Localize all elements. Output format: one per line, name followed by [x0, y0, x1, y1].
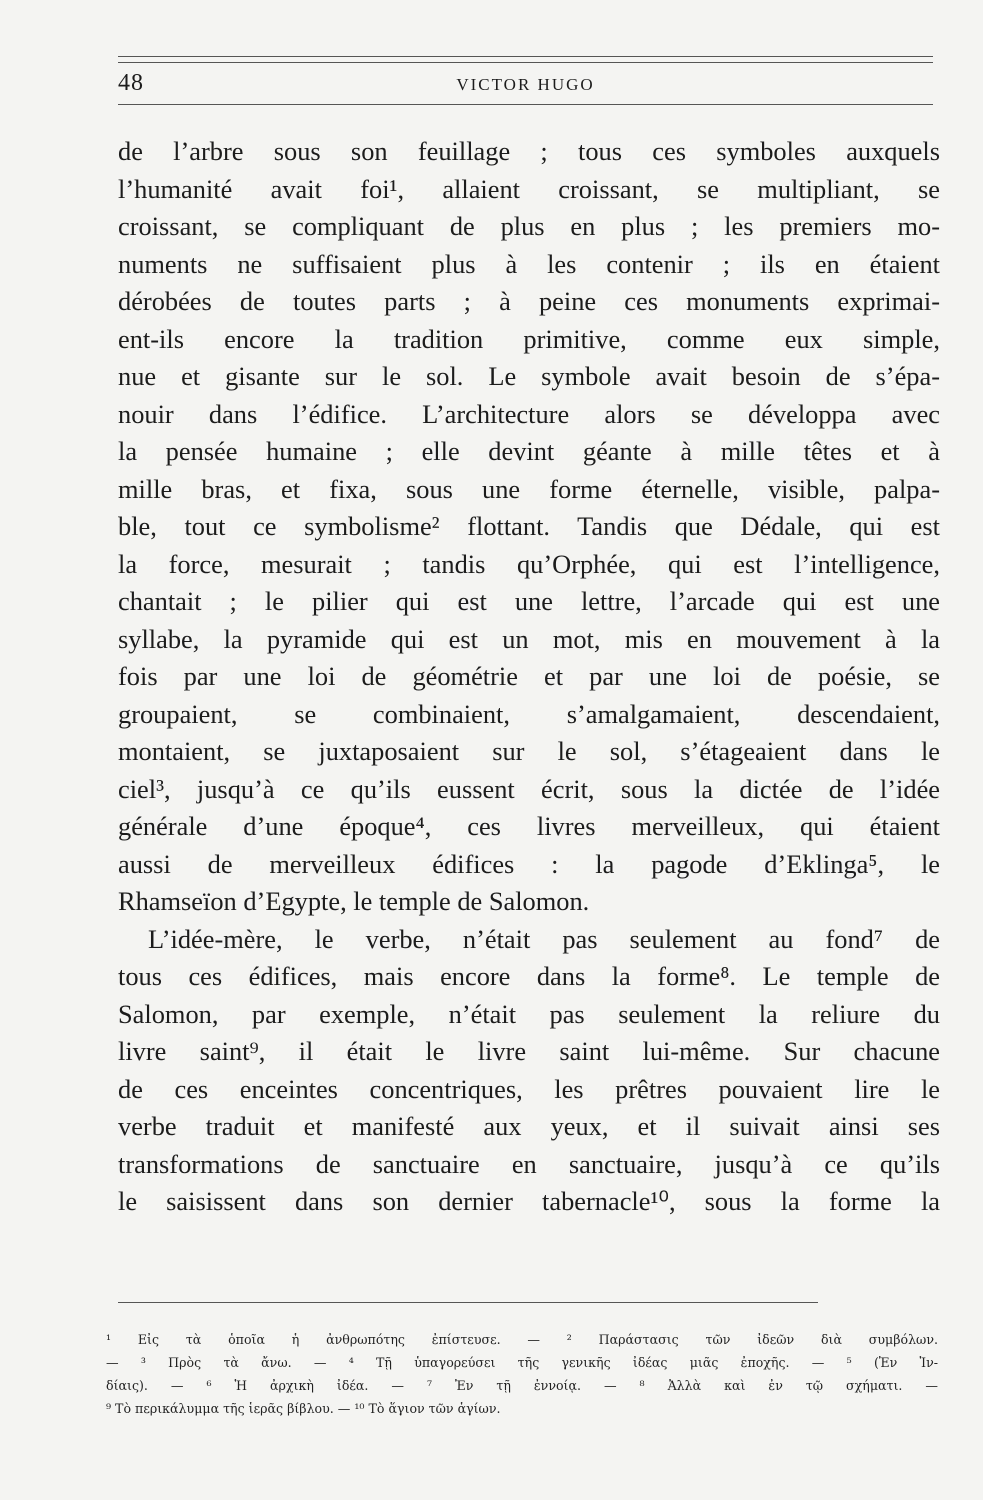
text-line: syllabe, la pyramide qui est un mot, mis en mouvement à la	[118, 623, 940, 654]
text-line: numents ne suffisaient plus à les contenir ; ils en étaient	[118, 248, 940, 279]
text-line: Salomon, par exemple, n’était pas seulement la reliure du	[118, 998, 940, 1029]
footnote-line: δίαις). — ⁶ Ἡ ἀρχικὴ ἰδέα. — ⁷ Ἐν τῇ ἐννοίᾳ. — ⁸ Ἀλλὰ καὶ ἐν τῷ σχήματι. —	[106, 1378, 938, 1393]
paragraph-end-line: Rhamseïon d’Egypte, le temple de Salomon.	[118, 886, 590, 916]
text-line: la pensée humaine ; elle devint géante à mille têtes et à	[118, 436, 940, 466]
header-rule-bottom	[118, 104, 933, 105]
text-line: ciel³, jusqu’à ce qu’ils eussent écrit, sous la dictée de l’idée	[118, 773, 940, 804]
text-line: tous ces édifices, mais encore dans la forme⁸. Le temple de	[118, 961, 940, 991]
text-line: groupaient, se combinaient, s’amalgamaient, descendaient,	[118, 698, 940, 729]
footnote-line: ⁹ Τὸ περικάλυμμα τῆς ἱερᾶς βίβλου. — ¹⁰ Τὸ ἅγιον τῶν ἁγίων.	[106, 1401, 501, 1416]
footnote-rule	[118, 1302, 818, 1303]
text-line: le saisissent dans son dernier tabernacle¹⁰, sous la forme la	[118, 1186, 940, 1216]
text-line: l’humanité avait foi¹, allaient croissant, se multipliant, se	[118, 173, 940, 204]
text-line: transformations de sanctuaire en sanctuaire, jusqu’à ce qu’ils	[118, 1148, 940, 1179]
footnote-line: ¹ Εἰς τὰ ὁποῖα ἡ ἀνθρωπότης ἐπίστευσε. — ² Παράστασις τῶν ἰδεῶν διὰ συμβόλων.	[106, 1332, 938, 1347]
footnotes	[106, 1328, 938, 1420]
paragraph-start-line: L’idée-mère, le verbe, n’était pas seulement au fond⁷ de	[148, 923, 940, 954]
text-line: dérobées de toutes parts ; à peine ces monuments exprimai-	[118, 286, 940, 316]
text-line: la force, mesurait ; tandis qu’Orphée, qui est l’intelligence,	[118, 548, 940, 579]
text-line: verbe traduit et manifesté aux yeux, et il suivait ainsi ses	[118, 1111, 940, 1141]
page-header	[118, 66, 933, 102]
text-line: croissant, se compliquant de plus en plus ; les premiers mo-	[118, 211, 940, 241]
text-line: fois par une loi de géométrie et par une loi de poésie, se	[118, 661, 940, 691]
text-line: ent-ils encore la tradition primitive, comme eux simple,	[118, 323, 940, 354]
header-rule-top	[118, 56, 933, 57]
text-line: livre saint⁹, il était le livre saint lui-même. Sur chacune	[118, 1036, 940, 1066]
text-line: générale d’une époque⁴, ces livres merveilleux, qui étaient	[118, 811, 940, 841]
footnote-line: — ³ Πρὸς τὰ ἄνω. — ⁴ Τῇ ὑπαγορεύσει τῆς γενικῆς ἰδέας μιᾶς ἐποχῆς. — ⁵ (Ἐν Ἰν-	[106, 1355, 938, 1370]
text-line: nue et gisante sur le sol. Le symbole avait besoin de s’épa-	[118, 361, 940, 391]
text-line: aussi de merveilleux édifices : la pagode d’Eklinga⁵, le	[118, 848, 940, 879]
text-line: ble, tout ce symbolisme² flottant. Tandis que Dédale, qui est	[118, 511, 940, 541]
text-line: nouir dans l’édifice. L’architecture alors se développa avec	[118, 398, 940, 429]
header-rule-top-thin	[118, 62, 933, 63]
body-text	[118, 133, 940, 1221]
running-title: VICTOR HUGO	[456, 75, 595, 94]
text-line: montaient, se juxtaposaient sur le sol, s’étageaient dans le	[118, 736, 940, 766]
text-line: mille bras, et fixa, sous une forme éternelle, visible, palpa-	[118, 473, 940, 504]
page-number: 48	[118, 70, 144, 96]
text-line: de ces enceintes concentriques, les prêtres pouvaient lire le	[118, 1073, 940, 1104]
text-line: chantait ; le pilier qui est une lettre, l’arcade qui est une	[118, 586, 940, 616]
text-line: de l’arbre sous son feuillage ; tous ces symboles auxquels	[118, 136, 940, 166]
